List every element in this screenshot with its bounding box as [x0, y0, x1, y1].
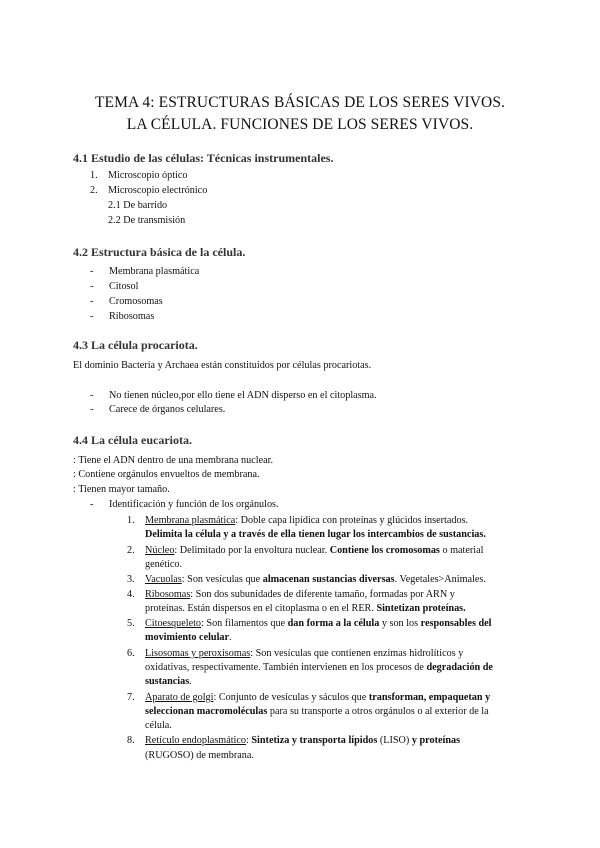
organelle-name: Aparato de golgi: [145, 692, 214, 703]
section-4-4-heading: 4.4 La célula eucariota.: [73, 433, 192, 447]
dash-bullet: -: [90, 404, 94, 415]
list-number: 4.: [127, 589, 135, 600]
dash-bullet: -: [90, 311, 94, 322]
sub-list-item: 2.2 De transmisión: [108, 215, 186, 226]
organelle-line: Ribosomas: Son dos subunidades de diferente tamaño, formadas por ARN y: [145, 589, 455, 600]
dash-bullet: -: [90, 390, 94, 401]
organelle-line: seleccionan macromoléculas para su transporte a otros orgánulos o al exterior de la: [145, 706, 489, 717]
sub-list-item: 2.1 De barrido: [108, 200, 168, 211]
dash-bullet: -: [90, 296, 94, 307]
organelle-name: Ribosomas: [145, 589, 191, 600]
organelle-name: Retículo endoplasmático: [145, 735, 246, 746]
organelle-line: (RUGOSO) de membrana.: [145, 750, 254, 761]
list-number: 3.: [127, 574, 135, 585]
sub-heading: Identificación y función de los orgánulos.: [109, 499, 279, 510]
organelle-line: Delimita la célula y a través de ella tienen lugar los intercambios de sustancias.: [145, 529, 486, 540]
list-number: 5.: [127, 618, 135, 629]
list-number: 8.: [127, 735, 135, 746]
organelle-line: Núcleo: Delimitado por la envoltura nuclear. Contiene los cromosomas o material: [145, 545, 484, 556]
list-item: No tienen núcleo,por ello tiene el ADN disperso en el citoplasma.: [109, 390, 377, 401]
organelle-line: proteínas. Están dispersos en el citoplasma o en el RER. Sintetizan proteínas.: [145, 603, 466, 614]
paragraph: El dominio Bacteria y Archaea están constituidos por células procariotas.: [73, 360, 372, 371]
list-item: Citosol: [109, 281, 139, 292]
list-item: Microscopio óptico: [108, 170, 188, 181]
organelle-line: Lisosomas y peroxisomas: Son vesículas que contienen enzimas hidrolíticos y: [145, 648, 464, 659]
dash-bullet: -: [90, 281, 94, 292]
organelle-name: Vacuolas: [145, 574, 182, 585]
organelle-name: Citoesqueleto: [145, 618, 202, 629]
list-item: Ribosomas: [109, 311, 155, 322]
organelle-line: oxidativas, respectivamente. También intervienen en los procesos de degradación de: [145, 662, 493, 673]
organelle-name: Membrana plasmática: [145, 515, 236, 526]
list-number: 7.: [127, 692, 135, 703]
organelle-line: genético.: [145, 559, 183, 570]
list-item: Membrana plasmática: [109, 266, 200, 277]
page-title: [40, 92, 560, 136]
point: : Tienen mayor tamaño.: [73, 484, 170, 495]
list-item: Microscopio electrónico: [108, 185, 208, 196]
organelle-name: Lisosomas y peroxisomas: [145, 648, 251, 659]
organelle-line: sustancias.: [145, 676, 192, 687]
section-4-1-heading: 4.1 Estudio de las células: Técnicas instrumentales.: [73, 151, 334, 165]
organelle-line: Vacuolas: Son vesículas que almacenan sustancias diversas. Vegetales>Animales.: [145, 574, 486, 585]
title-line-1: TEMA 4: ESTRUCTURAS BÁSICAS DE LOS SERES VIVOS.: [94, 94, 506, 111]
title-line-2: LA CÉLULA. FUNCIONES DE LOS SERES VIVOS.: [126, 116, 474, 133]
organelle-line: Citoesqueleto: Son filamentos que dan forma a la célula y son los responsables del: [145, 618, 492, 629]
list-number: 2.: [127, 545, 135, 556]
section-4-2-heading: 4.2 Estructura básica de la célula.: [73, 245, 246, 259]
point: : Tiene el ADN dentro de una membrana nuclear.: [73, 455, 274, 466]
section-4-3-heading: 4.3 La célula procariota.: [73, 338, 198, 352]
list-item: Cromosomas: [109, 296, 163, 307]
list-number: 1.: [90, 170, 98, 181]
organelle-line: Membrana plasmática: Doble capa lipídica con proteínas y glúcidos insertados.: [145, 515, 469, 526]
dash-bullet: -: [90, 499, 94, 510]
list-number: 6.: [127, 648, 135, 659]
list-item: Carece de órganos celulares.: [109, 404, 226, 415]
organelle-line: célula.: [145, 720, 172, 731]
organelle-line: movimiento celular.: [145, 632, 232, 643]
list-number: 1.: [127, 515, 135, 526]
dash-bullet: -: [90, 266, 94, 277]
list-number: 2.: [90, 185, 98, 196]
organelle-line: Aparato de golgi: Conjunto de vesículas y sáculos que transforman, empaquetan y: [145, 692, 491, 703]
organelle-name: Núcleo: [145, 545, 175, 556]
organelle-line: Retículo endoplasmático: Sintetiza y transporta lípidos (LISO) y proteínas: [145, 735, 461, 746]
point: : Contiene orgánulos envueltos de membrana.: [73, 469, 260, 480]
